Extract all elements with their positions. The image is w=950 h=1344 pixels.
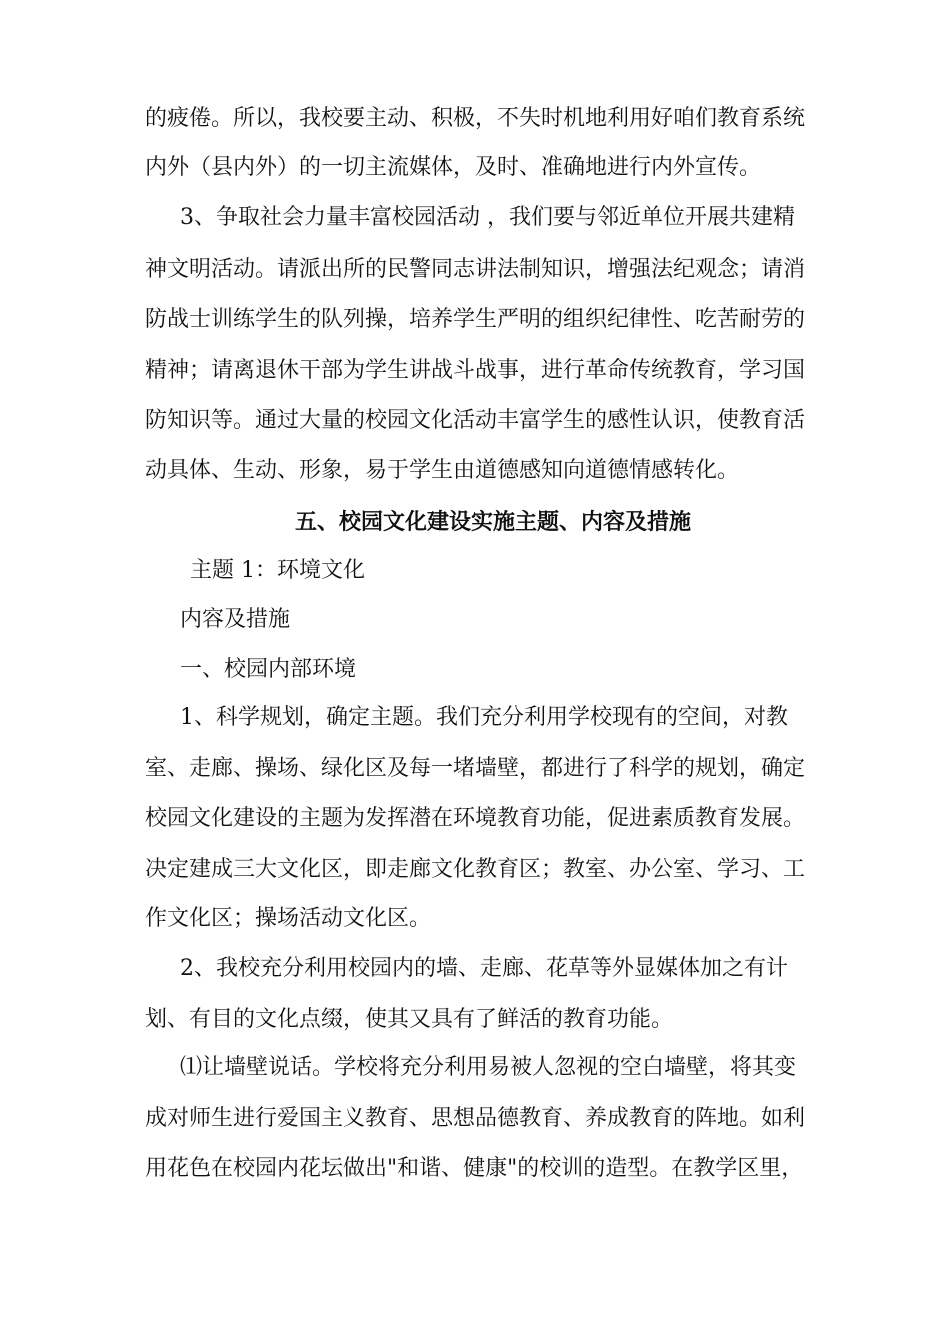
text-line: 室、走廊、操场、绿化区及每一堵墙壁，都进行了科学的规划，确定 (145, 756, 806, 781)
text-line: ⑴让墙壁说话。学校将充分利用易被人忽视的空白墙壁，将其变 (180, 1055, 797, 1080)
text-line: 2、我校充分利用校园内的墙、走廊、花草等外显媒体加之有计 (180, 956, 788, 981)
text-line: 动具体、生动、形象，易于学生由道德感知向道德情感转化。 (145, 458, 740, 483)
text-line: 的疲倦。所以，我校要主动、积极，不失时机地利用好咱们教育系统 (145, 106, 806, 131)
text-line: 用花色在校园内花坛做出"和谐、健康"的校训的造型。在教学区里， (145, 1156, 804, 1181)
subheading: 一、校园内部环境 (180, 657, 357, 682)
subheading: 内容及措施 (180, 607, 291, 632)
text-line: 作文化区；操场活动文化区。 (145, 906, 432, 931)
text-line: 精神；请离退休干部为学生讲战斗战事，进行革命传统教育，学习国 (145, 358, 806, 383)
text-line: 校园文化建设的主题为发挥潜在环境教育功能，促进素质教育发展。 (145, 806, 806, 831)
text-line: 1、科学规划，确定主题。我们充分利用学校现有的空间，对教 (180, 705, 788, 730)
section-heading: 五、校园文化建设实施主题、内容及措施 (295, 509, 692, 535)
text-line: 神文明活动。请派出所的民警同志讲法制知识，增强法纪观念；请消 (145, 257, 806, 282)
text-line: 划、有目的文化点缀，使其又具有了鲜活的教育功能。 (145, 1007, 674, 1032)
text-line: 3、争取社会力量丰富校园活动 ，我们要与邻近单位开展共建精 (180, 205, 795, 230)
text-line: 防知识等。通过大量的校园文化活动丰富学生的感性认识，使教育活 (145, 408, 806, 433)
text-line: 决定建成三大文化区，即走廊文化教育区；教室、办公室、学习、工 (145, 857, 806, 882)
text-line: 成对师生进行爱国主义教育、思想品德教育、养成教育的阵地。如利 (145, 1106, 806, 1131)
text-line: 内外（县内外）的一切主流媒体，及时、准确地进行内外宣传。 (145, 155, 762, 180)
subheading: 主题 1：环境文化 (190, 558, 365, 583)
text-line: 防战士训练学生的队列操，培养学生严明的组织纪律性、吃苦耐劳的 (145, 307, 806, 332)
